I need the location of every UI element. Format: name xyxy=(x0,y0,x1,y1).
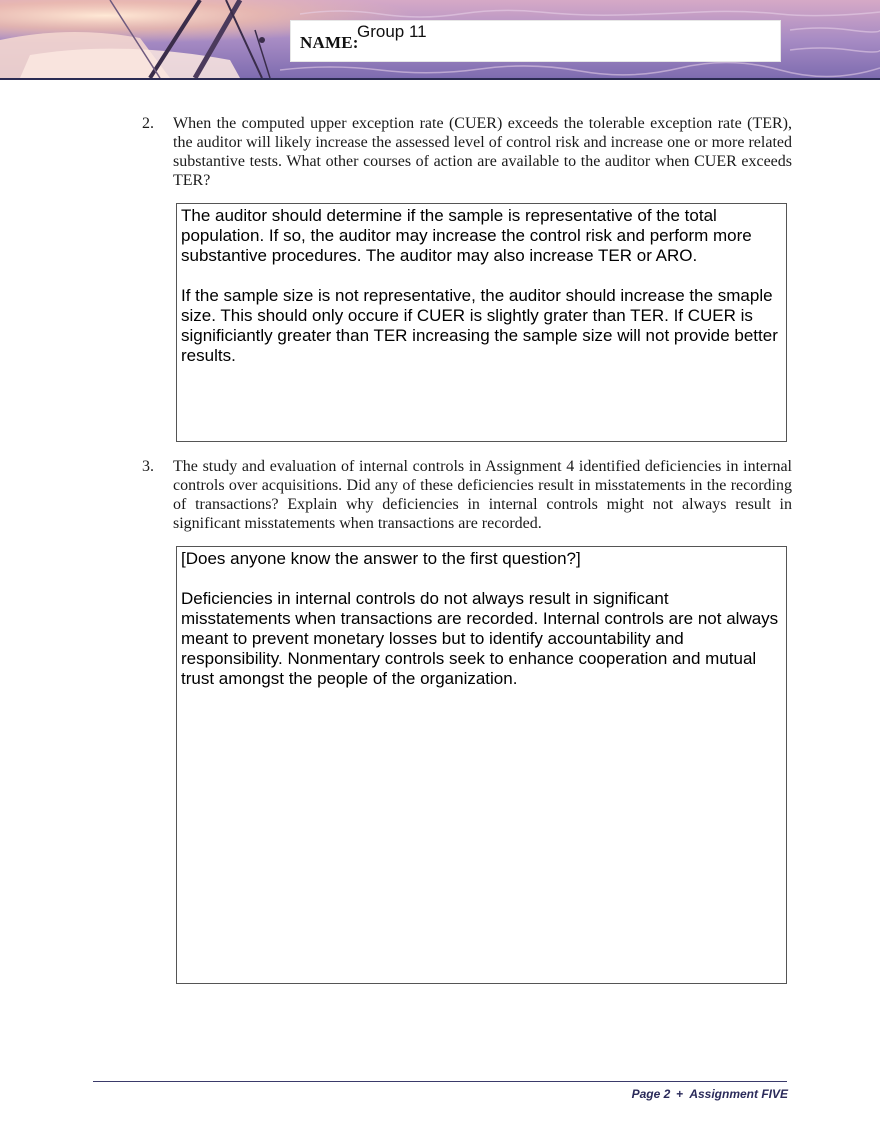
question-text: The study and evaluation of internal controls in Assignment 4 identified deficiencies in internal controls over acquisitions. Did any of these deficiencies result in misstatements in the recording of transactions? Explain why deficiencies in internal controls might not always result in significant misstatements when transactions are recorded. xyxy=(173,458,792,532)
question-3 xyxy=(142,457,792,533)
header-banner-image xyxy=(0,0,880,78)
answer-field-2[interactable] xyxy=(176,203,787,442)
name-value[interactable]: Group 11 xyxy=(357,22,427,41)
question-number: 2. xyxy=(142,115,154,132)
page-footer xyxy=(632,1087,788,1101)
footer-separator: + xyxy=(676,1087,684,1101)
answer-paragraph: [Does anyone know the answer to the first question?] xyxy=(181,549,581,568)
name-label: NAME: xyxy=(300,33,359,52)
header-divider xyxy=(0,78,880,80)
assignment-title: Assignment FIVE xyxy=(689,1087,788,1101)
question-number: 3. xyxy=(142,458,154,475)
answer-paragraph: If the sample size is not representative, the auditor should increase the smaple size. This should only occure if CUER is slightly grater than TER. If CUER is significiantly greater than TER increasing the sample size will not provide better results. xyxy=(181,286,778,365)
answer-paragraph: Deficiencies in internal controls do not always result in significant misstatements when transactions are recorded. Internal controls are not always meant to prevent monetary losses but to identify accountability and responsibility. Nonmentary controls seek to enhance cooperation and mutual trust amongst the people of the organization. xyxy=(181,589,779,688)
question-2 xyxy=(142,114,792,190)
answer-paragraph: The auditor should determine if the sample is representative of the total population. If so, the auditor may increase the control risk and perform more substantive procedures. The auditor may also increase TER or ARO. xyxy=(181,206,752,265)
name-field[interactable] xyxy=(290,20,781,62)
answer-field-3[interactable] xyxy=(176,546,787,984)
question-text: When the computed upper exception rate (CUER) exceeds the tolerable exception rate (TER), the auditor will likely increase the assessed level of control risk and increase one or more related substantive tests. What other courses of action are available to the auditor when CUER exceeds TER? xyxy=(173,115,792,189)
page-number: Page 2 xyxy=(631,1087,671,1101)
footer-divider xyxy=(93,1081,787,1082)
